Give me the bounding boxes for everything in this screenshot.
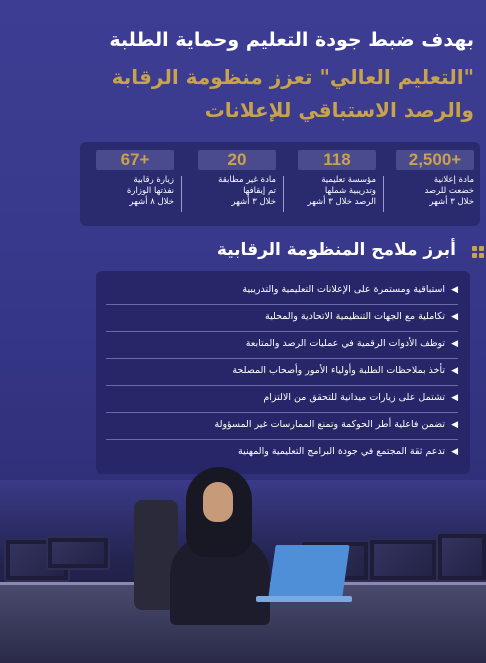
stat-value: 118 — [298, 150, 376, 170]
woman-face — [203, 482, 233, 522]
monitor — [368, 538, 438, 582]
divider — [181, 176, 182, 212]
laptop-screen — [268, 545, 349, 597]
grid-icon — [470, 246, 484, 260]
stats-panel — [80, 142, 480, 226]
stat-value: 20 — [198, 150, 276, 170]
divider — [283, 176, 284, 212]
features-panel — [96, 271, 470, 474]
stat-text: مادة إعلانية خضعت للرصد خلال ٣ أشهر — [424, 175, 474, 207]
arrow-left-icon: ◀ — [451, 447, 458, 457]
stat-text: مؤسسة تعليمية وتدريبية شملها الرصد خلال ٣ أشهر — [307, 175, 376, 207]
arrow-left-icon: ◀ — [451, 339, 458, 349]
headline: بهدف ضبط جودة التعليم وحماية الطلبة — [109, 29, 474, 51]
subheadline-line-2: والرصد الاستباقي للإعلانات — [204, 98, 474, 122]
stat-value: 2,500+ — [396, 150, 474, 170]
stat-advertising-materials — [384, 150, 474, 220]
stat-text: زيارة رقابية نفذتها الوزارة خلال ٨ أشهر — [126, 175, 174, 207]
arrow-left-icon: ◀ — [451, 285, 458, 295]
arrow-left-icon: ◀ — [451, 366, 458, 376]
feature-item: ◀تدعم ثقة المجتمع في جودة البرامج التعليمية والمهنية — [106, 439, 458, 466]
stat-institutions — [286, 150, 376, 220]
monitor — [436, 532, 486, 582]
arrow-left-icon: ◀ — [451, 420, 458, 430]
feature-item: ◀استباقية ومستمرة على الإعلانات التعليمية والتدريبية — [106, 277, 458, 305]
arrow-left-icon: ◀ — [451, 312, 458, 322]
stat-text: مادة غير مطابقة تم إيقافها خلال ٣ أشهر — [218, 175, 276, 207]
stat-value: 67+ — [96, 150, 174, 170]
feature-item: ◀تضمن فاعلية أطر الحوكمة وتمنع الممارسات غير المسؤولة — [106, 412, 458, 440]
feature-item: ◀تكاملية مع الجهات التنظيمية الاتحادية والمحلية — [106, 304, 458, 332]
laptop-base — [256, 596, 352, 602]
arrow-left-icon: ◀ — [451, 393, 458, 403]
stat-non-compliant — [186, 150, 276, 220]
monitor — [46, 536, 110, 570]
stat-inspection-visits — [84, 150, 174, 220]
feature-item: ◀تشتمل على زيارات ميدانية للتحقق من الالتزام — [106, 385, 458, 413]
section-title: أبرز ملامح المنظومة الرقابية — [216, 240, 456, 260]
feature-item: ◀تأخذ بملاحظات الطلبة وأولياء الأمور وأصحاب المصلحة — [106, 358, 458, 386]
subheadline-line-1: "التعليم العالي" تعزز منظومة الرقابة — [111, 65, 474, 89]
divider — [383, 176, 384, 212]
feature-item: ◀توظف الأدوات الرقمية في عمليات الرصد والمتابعة — [106, 331, 458, 359]
